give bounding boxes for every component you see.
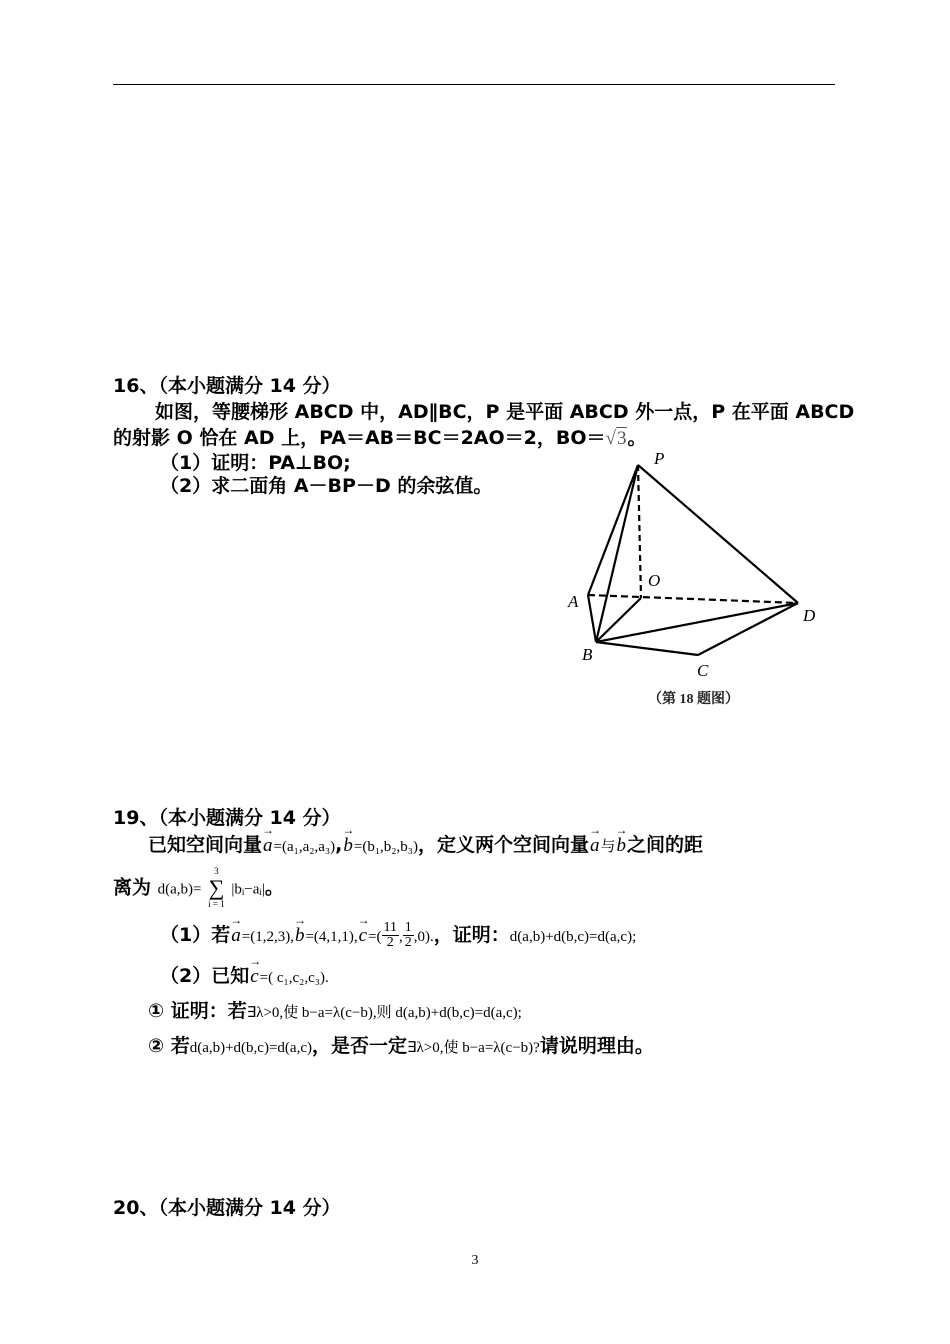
q16-text-line2-a: 的射影 O 恰在 AD 上，PA＝AB＝BC＝2AO＝2，BO＝ xyxy=(113,427,606,449)
q19-part2 xyxy=(160,961,329,988)
q19-part3 xyxy=(148,996,522,1023)
q19-distance-line xyxy=(113,866,284,910)
q19-part4 xyxy=(148,1031,654,1058)
q19-intro-a: 已知空间向量 xyxy=(148,834,263,856)
vec-b-def: =(b₁,b₂,b₃) xyxy=(353,839,418,855)
sqrt-three: √3 xyxy=(605,428,627,449)
vec-a-p1: → a xyxy=(230,925,242,947)
label-O: O xyxy=(648,571,661,590)
vec-a: → a xyxy=(262,835,274,857)
q16-text-line1: 如图，等腰梯形 ABCD 中，AD∥BC，P 是平面 ABCD 外一点，P 在平面 ABCD xyxy=(155,401,855,423)
dist-formula-right: |bᵢ−aᵢ| xyxy=(231,881,265,898)
q19-intro-line: 已知空间向量→ a=(a₁,a₂,a₃),→ b=(b₁,b₂,b₃)，定义两个空间向量→ a与→ b之间的距 xyxy=(148,830,703,857)
label-B: B xyxy=(582,645,593,664)
yu-text: 与 xyxy=(600,839,616,855)
page-number: 3 xyxy=(471,1253,479,1268)
label-D: D xyxy=(803,606,816,625)
q19-heading: 19、（本小题满分 14 分） xyxy=(113,807,341,829)
q19-p1-prove: ，证明： xyxy=(433,924,510,946)
vec-b-p1: → b xyxy=(294,925,306,947)
q20-heading: 20、（本小题满分 14 分） xyxy=(113,1197,341,1219)
q19-intro-b: ，定义两个空间向量 xyxy=(418,834,590,856)
q19-p2-def: =( c₁,c₂,c₃). xyxy=(259,970,329,986)
header-rule xyxy=(113,84,835,85)
q19-p4-label: ② 若 xyxy=(148,1035,190,1057)
q19-p2-label: （2）已知 xyxy=(160,965,250,987)
vec-c-p1: → c xyxy=(358,925,368,947)
fraction-11-2: $\frac{11}{2}$ xyxy=(383,920,398,950)
vec-b: → b xyxy=(342,835,354,857)
q19-p1-equation: d(a,b)+d(b,c)=d(a,c); xyxy=(509,929,637,945)
q19-intro-c: 之间的距 xyxy=(627,834,704,856)
vec-a-def: =(a₁,a₂,a₃) xyxy=(273,839,336,855)
q19-p4-condition: ∃λ>0,使 b−a=λ(c−b)? xyxy=(407,1040,540,1056)
q19-p4-mid: ，是否一定 xyxy=(311,1035,407,1057)
q16-part1: （1）证明：PA⊥BO; xyxy=(160,452,351,474)
q19-p4-end: 请说明理由。 xyxy=(539,1035,654,1057)
q19-part1: （1）若→ a=(1,2,3),→ b=(4,1,1),→ c=( $\frac{11}{2}$ , $\frac{1}{2}$ ,0).，证明：d(a,b)+d(b,c)=d(a,c); xyxy=(160,920,636,950)
pyramid-figure xyxy=(530,440,850,720)
label-C: C xyxy=(697,661,709,680)
vec-a-2: → a xyxy=(589,835,601,857)
dist-end: 。 xyxy=(264,876,284,899)
dist-formula-left: d(a,b)= xyxy=(157,881,202,898)
label-P: P xyxy=(654,449,665,468)
q19-p1-label: （1）若 xyxy=(160,924,231,946)
label-A: A xyxy=(568,592,579,611)
q19-p3-label: ① 证明：若 xyxy=(148,1000,247,1022)
fraction-1-2: $\frac{1}{2}$ xyxy=(404,920,412,950)
pyramid-diagram xyxy=(530,440,850,720)
summation-symbol: 3 ∑ i = 1 xyxy=(208,866,225,909)
vec-c-p2: → c xyxy=(249,966,259,988)
q19-dist-label: 离为 xyxy=(113,876,152,899)
vec-b-2: → b xyxy=(616,835,628,857)
q16-heading: 16、（本小题满分 14 分） xyxy=(113,375,341,397)
q19-p3-condition: ∃λ>0,使 b−a=λ(c−b),则 d(a,b)+d(b,c)=d(a,c); xyxy=(246,1005,522,1021)
figure-caption: （第 18 题图） xyxy=(648,692,739,707)
q16-part2: （2）求二面角 A－BP－D 的余弦值。 xyxy=(160,475,493,497)
q19-p4-equation: d(a,b)+d(b,c)=d(a,c) xyxy=(189,1040,312,1056)
q16-text-line2-b: 。 xyxy=(627,427,647,449)
